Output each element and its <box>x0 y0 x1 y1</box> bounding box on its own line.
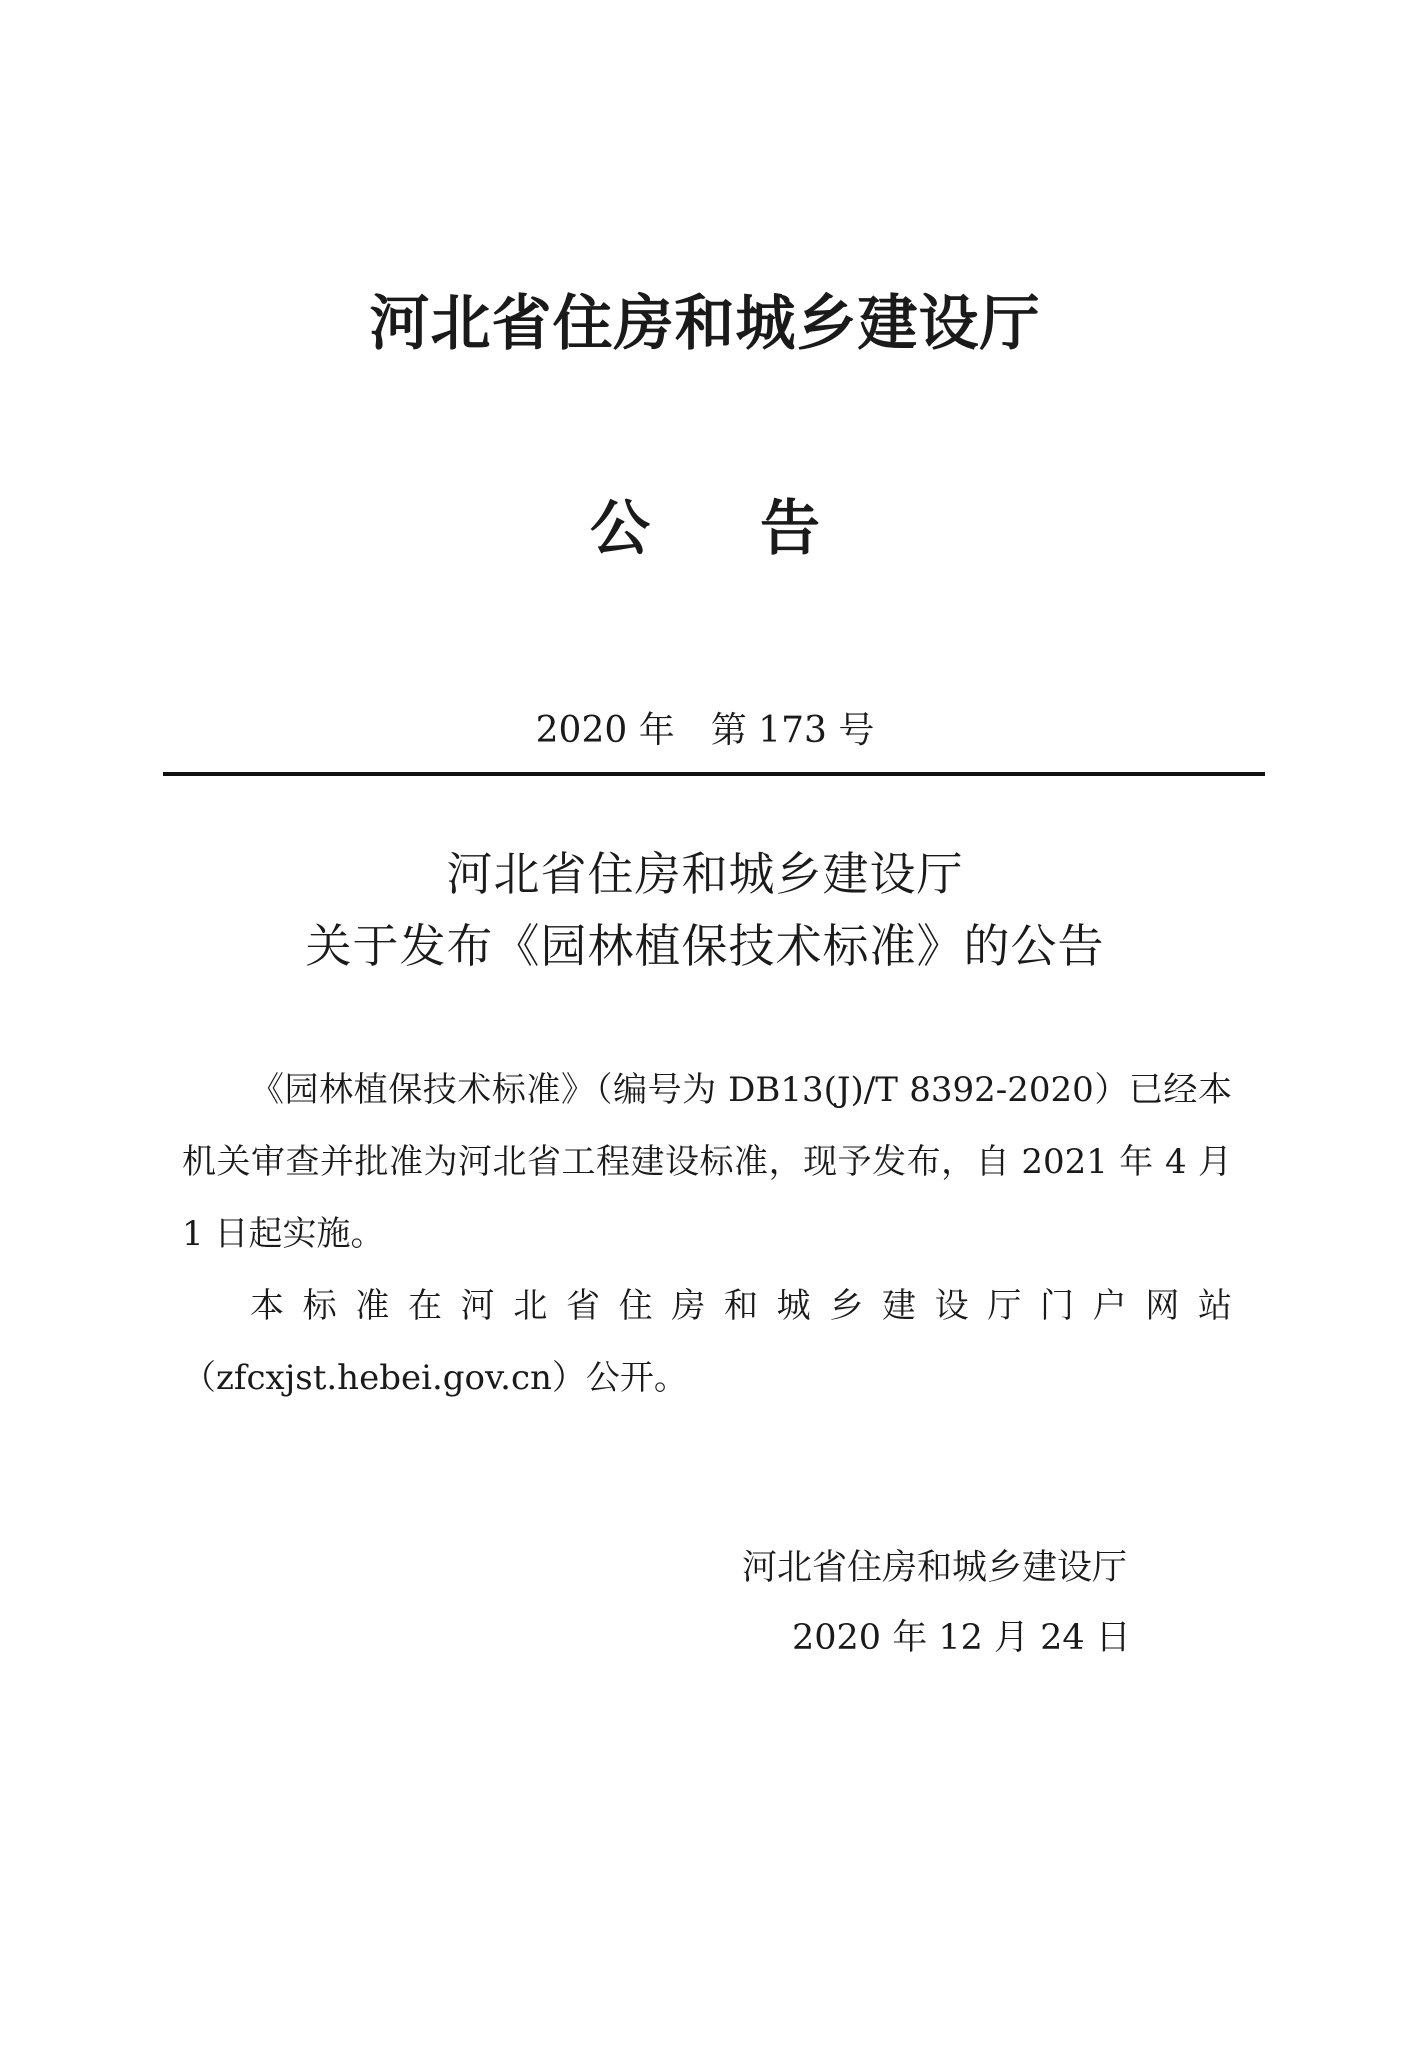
document-year: 2020 年 <box>535 710 675 751</box>
announcement-title <box>0 838 1410 982</box>
issuer-heading: 河北省住房和城乡建设厅 <box>369 289 1041 359</box>
document-number <box>0 703 1410 759</box>
header-divider <box>163 772 1265 776</box>
document-type-heading: 公告 <box>590 494 930 564</box>
body-paragraph-2: 本标准在河北省住房和城乡建设厅门户网站（zfcxjst.hebei.gov.cn）公开。 <box>182 1286 1232 1398</box>
signature-date: 2020 年 12 月 24 日 <box>792 1618 1131 1658</box>
signature-organization: 河北省住房和城乡建设厅 <box>742 1548 1128 1588</box>
title-line-2: 关于发布《园林植保技术标准》的公告 <box>305 919 1105 973</box>
announcement-body <box>182 1054 1232 1414</box>
title-line-1: 河北省住房和城乡建设厅 <box>446 847 964 901</box>
body-paragraph-1: 《园林植保技术标准》（编号为 DB13(J)/T 8392-2020）已经本机关审查并批准为河北省工程建设标准，现予发布，自 2021 年 4 月 1 日起实施。 <box>182 1070 1232 1254</box>
document-serial: 第 173 号 <box>710 710 875 751</box>
